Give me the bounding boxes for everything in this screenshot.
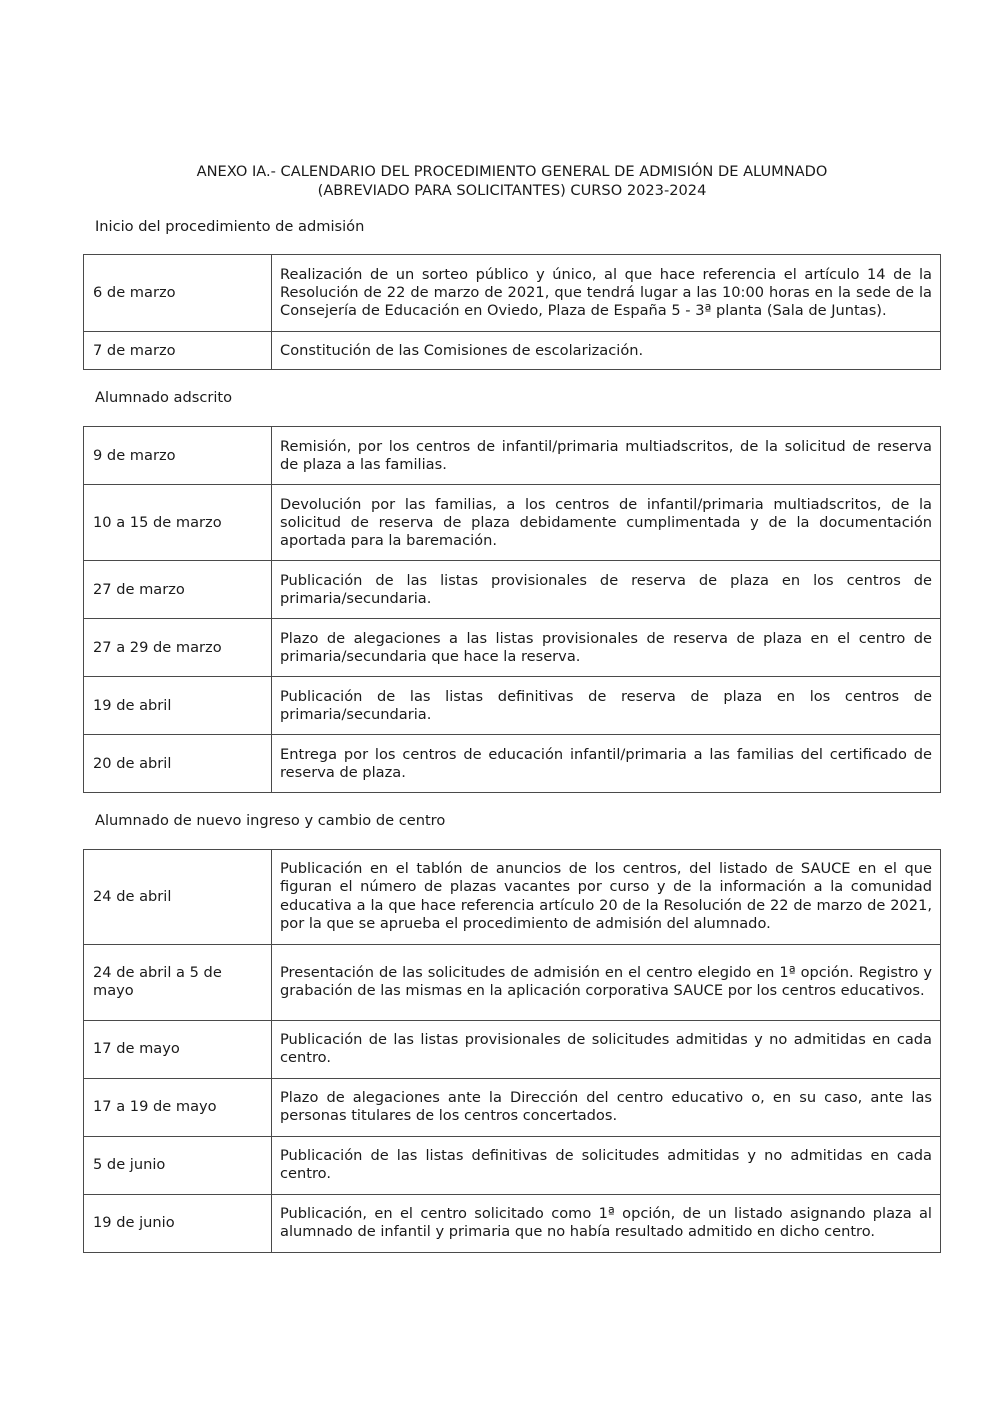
date-cell: 17 a 19 de mayo xyxy=(84,1078,272,1136)
table-row xyxy=(84,561,941,619)
date-cell: 27 a 29 de marzo xyxy=(84,619,272,677)
date-cell: 19 de abril xyxy=(84,677,272,735)
description-cell: Remisión, por los centros de infantil/primaria multiadscritos, de la solicitud de reserva de plaza a las familias. xyxy=(272,427,941,485)
document-page xyxy=(83,163,941,1253)
description-cell: Publicación de las listas definitivas de reserva de plaza en los centros de primaria/secundaria. xyxy=(272,677,941,735)
table-row xyxy=(84,485,941,561)
table-row xyxy=(84,944,941,1020)
table-row xyxy=(84,849,941,944)
date-cell: 19 de junio xyxy=(84,1194,272,1252)
table-row xyxy=(84,619,941,677)
description-cell: Publicación en el tablón de anuncios de los centros, del listado de SAUCE en el que figuran el número de plazas vacantes por curso y de la información a la comunidad educativa a la que hace referencia artículo 20 de la Resolución de 22 de marzo de 2021, por la que se aprueba el procedimiento de admisión del alumnado. xyxy=(272,849,941,944)
document-title xyxy=(83,163,941,200)
table-row xyxy=(84,1194,941,1252)
date-cell: 24 de abril a 5 de mayo xyxy=(84,944,272,1020)
date-cell: 9 de marzo xyxy=(84,427,272,485)
date-cell: 6 de marzo xyxy=(84,255,272,332)
section-heading-inicio: Inicio del procedimiento de admisión xyxy=(95,218,365,235)
description-cell: Publicación de las listas provisionales de reserva de plaza en los centros de primaria/secundaria. xyxy=(272,561,941,619)
calendar-table-adscrito xyxy=(83,426,941,793)
date-cell: 20 de abril xyxy=(84,735,272,793)
title-line-1: ANEXO IA.- CALENDARIO DEL PROCEDIMIENTO GENERAL DE ADMISIÓN DE ALUMNADO xyxy=(196,163,828,180)
table-row xyxy=(84,1020,941,1078)
table-row xyxy=(84,1078,941,1136)
date-cell: 10 a 15 de marzo xyxy=(84,485,272,561)
description-cell: Plazo de alegaciones a las listas provisionales de reserva de plaza en el centro de primaria/secundaria que hace la reserva. xyxy=(272,619,941,677)
table-row xyxy=(84,735,941,793)
table-row xyxy=(84,427,941,485)
date-cell: 5 de junio xyxy=(84,1136,272,1194)
date-cell: 17 de mayo xyxy=(84,1020,272,1078)
calendar-table-inicio xyxy=(83,254,941,370)
description-cell: Entrega por los centros de educación infantil/primaria a las familias del certificado de reserva de plaza. xyxy=(272,735,941,793)
table-row xyxy=(84,677,941,735)
table-row xyxy=(84,332,941,370)
date-cell: 24 de abril xyxy=(84,849,272,944)
date-cell: 7 de marzo xyxy=(84,332,272,370)
date-cell: 27 de marzo xyxy=(84,561,272,619)
title-line-2: (ABREVIADO PARA SOLICITANTES) CURSO 2023-2024 xyxy=(317,181,707,199)
section-heading-adscrito: Alumnado adscrito xyxy=(95,389,233,407)
table-row xyxy=(84,255,941,332)
description-cell: Publicación de las listas provisionales de solicitudes admitidas y no admitidas en cada centro. xyxy=(272,1020,941,1078)
section-heading-nuevo-ingreso: Alumnado de nuevo ingreso y cambio de centro xyxy=(95,812,446,830)
calendar-table-nuevo-ingreso xyxy=(83,849,941,1253)
description-cell: Constitución de las Comisiones de escolarización. xyxy=(272,332,941,370)
table-row xyxy=(84,1136,941,1194)
description-cell: Devolución por las familias, a los centros de infantil/primaria multiadscritos, de la solicitud de reserva de plaza debidamente cumplimentada y de la documentación aportada para la baremación. xyxy=(272,485,941,561)
description-cell: Publicación de las listas definitivas de solicitudes admitidas y no admitidas en cada centro. xyxy=(272,1136,941,1194)
description-cell: Plazo de alegaciones ante la Dirección del centro educativo o, en su caso, ante las personas titulares de los centros concertados. xyxy=(272,1078,941,1136)
description-cell: Publicación, en el centro solicitado como 1ª opción, de un listado asignando plaza al alumnado de infantil y primaria que no había resultado admitido en dicho centro. xyxy=(272,1194,941,1252)
description-cell: Presentación de las solicitudes de admisión en el centro elegido en 1ª opción. Registro y grabación de las mismas en la aplicación corporativa SAUCE por los centros educativos. xyxy=(272,944,941,1020)
description-cell: Realización de un sorteo público y único, al que hace referencia el artículo 14 de la Resolución de 22 de marzo de 2021, que tendrá lugar a las 10:00 horas en la sede de la Consejería de Educación en Oviedo, Plaza de España 5 - 3ª planta (Sala de Juntas). xyxy=(272,255,941,332)
